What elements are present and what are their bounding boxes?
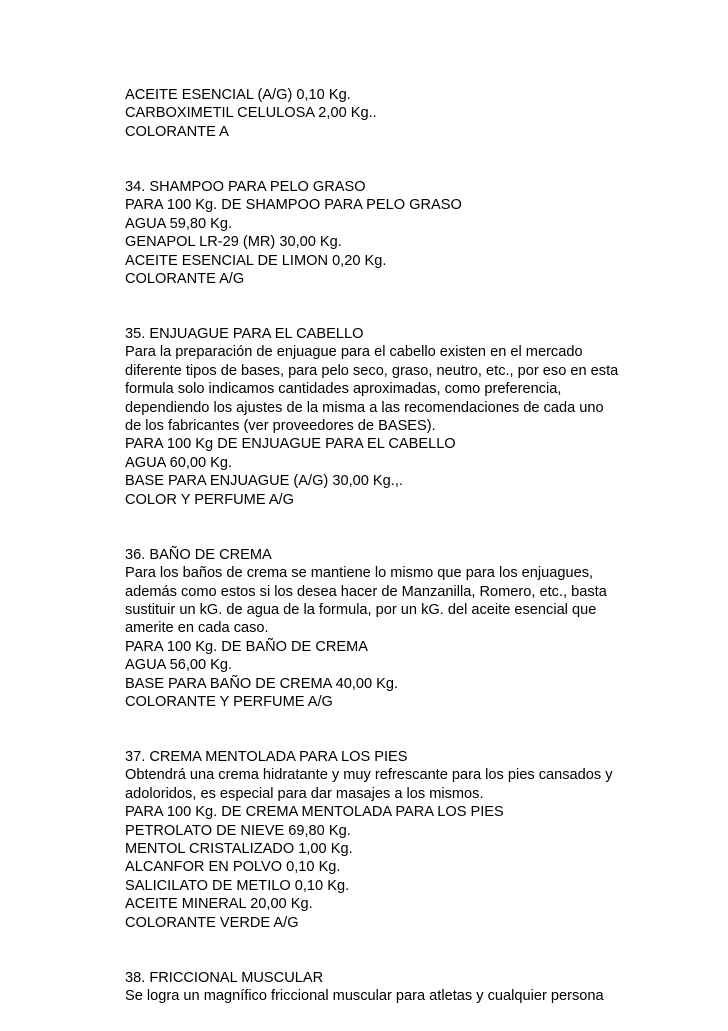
text-line: COLORANTE A/G <box>125 270 245 287</box>
text-line: sustituir un kG. de agua de la formula, por un kG. del aceite esencial que <box>125 601 597 618</box>
paragraph-gap <box>125 509 625 527</box>
text-line: AGUA 60,00 Kg. <box>125 454 233 471</box>
text-line: PARA 100 Kg. DE SHAMPOO PARA PELO GRASO <box>125 197 462 214</box>
text-line: GENAPOL LR-29 (MR) 30,00 Kg. <box>125 234 342 251</box>
text-line: de los fabricantes (ver proveedores de BASES). <box>125 418 436 435</box>
section-34-shampoo <box>125 178 625 288</box>
section-heading: 37. CREMA MENTOLADA PARA LOS PIES <box>125 749 408 766</box>
text-line: MENTOL CRISTALIZADO 1,00 Kg. <box>125 841 353 858</box>
text-line: COLOR Y PERFUME A/G <box>125 491 294 508</box>
document-page <box>125 86 625 1006</box>
text-line: diferente tipos de bases, para pelo seco, graso, neutro, etc., por eso en esta <box>125 362 619 379</box>
paragraph-gap <box>125 932 625 950</box>
text-line: Para la preparación de enjuague para el cabello existen en el mercado <box>125 344 583 361</box>
text-line: AGUA 59,80 Kg. <box>125 215 233 232</box>
paragraph-gap <box>125 141 625 159</box>
text-line: ALCANFOR EN POLVO 0,10 Kg. <box>125 859 341 876</box>
text-line: COLORANTE Y PERFUME A/G <box>125 693 333 710</box>
text-line: formula solo indicamos cantidades aproximadas, como preferencia, <box>125 381 562 398</box>
text-line: SALICILATO DE METILO 0,10 Kg. <box>125 877 350 894</box>
text-line: PARA 100 Kg. DE CREMA MENTOLADA PARA LOS PIES <box>125 804 504 821</box>
section-heading: 35. ENJUAGUE PARA EL CABELLO <box>125 326 364 343</box>
text-line: ACEITE ESENCIAL (A/G) 0,10 Kg. <box>125 87 351 103</box>
text-line: BASE PARA ENJUAGUE (A/G) 30,00 Kg.,. <box>125 473 403 490</box>
text-line: ACEITE MINERAL 20,00 Kg. <box>125 896 313 913</box>
paragraph-gap <box>125 730 625 748</box>
paragraph-gap <box>125 527 625 545</box>
text-line: AGUA 56,00 Kg. <box>125 657 233 674</box>
section-heading: 38. FRICCIONAL MUSCULAR <box>125 969 324 986</box>
text-line: adoloridos, es especial para dar masajes a los mismos. <box>125 785 484 802</box>
text-line: COLORANTE A <box>125 123 229 140</box>
text-line: además como estos si los desea hacer de Manzanilla, Romero, etc., basta <box>125 583 607 600</box>
paragraph-gap <box>125 950 625 968</box>
text-line: BASE PARA BAÑO DE CREMA 40,00 Kg. <box>125 675 399 692</box>
section-heading: 34. SHAMPOO PARA PELO GRASO <box>125 178 366 195</box>
text-line: COLORANTE VERDE A/G <box>125 914 299 931</box>
section-36-bano-de-crema <box>125 546 625 712</box>
text-line: Se logra un magnífico friccional muscular para atletas y cualquier persona <box>125 988 604 1005</box>
text-line: amerite en cada caso. <box>125 620 269 637</box>
text-block-continuation <box>125 86 625 141</box>
text-line: CARBOXIMETIL CELULOSA 2,00 Kg.. <box>125 105 377 122</box>
paragraph-gap <box>125 307 625 325</box>
text-line: Obtendrá una crema hidratante y muy refrescante para los pies cansados y <box>125 767 613 784</box>
text-line: ACEITE ESENCIAL DE LIMON 0,20 Kg. <box>125 252 387 269</box>
section-35-enjuague <box>125 325 625 509</box>
paragraph-gap <box>125 288 625 306</box>
section-37-crema-mentolada <box>125 748 625 932</box>
text-line: PARA 100 Kg DE ENJUAGUE PARA EL CABELLO <box>125 436 456 453</box>
paragraph-gap <box>125 160 625 178</box>
section-38-friccional-muscular <box>125 969 625 1006</box>
text-line: dependiendo los ajustes de la misma a las recomendaciones de cada uno <box>125 399 604 416</box>
text-line: Para los baños de crema se mantiene lo mismo que para los enjuagues, <box>125 565 594 582</box>
text-line: PETROLATO DE NIEVE 69,80 Kg. <box>125 822 351 839</box>
text-line: PARA 100 Kg. DE BAÑO DE CREMA <box>125 638 369 655</box>
section-heading: 36. BAÑO DE CREMA <box>125 546 272 563</box>
paragraph-gap <box>125 711 625 729</box>
